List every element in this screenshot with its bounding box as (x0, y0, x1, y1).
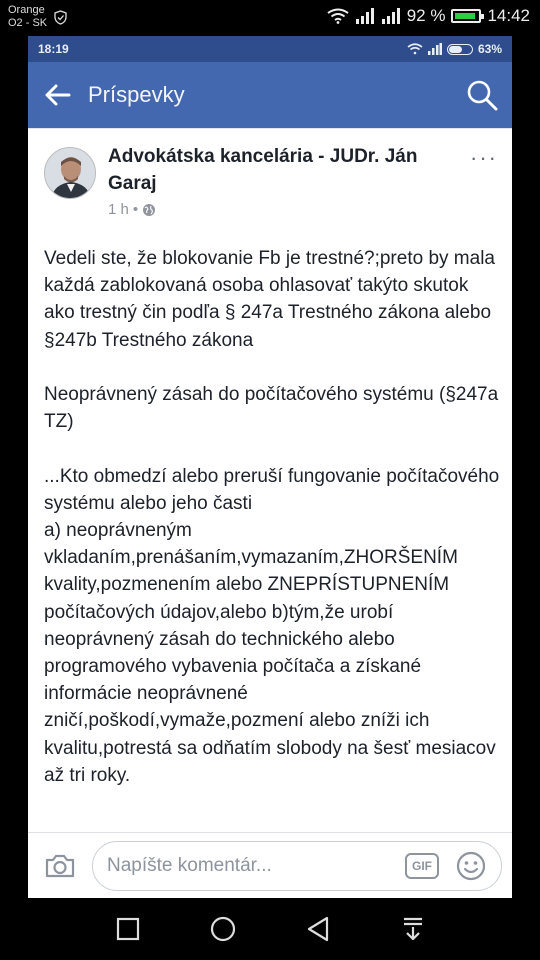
arrow-left-icon (45, 84, 71, 106)
post-author[interactable]: Advokátska kancelária - JUDr. Ján Garaj (108, 146, 418, 194)
wifi-icon (407, 43, 423, 55)
comment-box (92, 841, 502, 891)
inner-time: 18:19 (38, 42, 69, 56)
more-options-button[interactable]: ··· (470, 145, 498, 170)
person-photo-icon (45, 148, 96, 199)
post-text: Vedeli ste, že blokovanie Fb je trestné?;preto by mala každá zablokovaná osoba ohlasovať takýto skutok ako trestný čin podľa § 247a Trestného zákona alebo §247b Trestného zákona Neoprávnený zásah do počítačového systému (§247a TZ) ...Kto obmedzí alebo preruší fungovanie počítačového systému alebo jeho časti a) neoprávneným vkladaním,prenášaním,vymazaním,ZHORŠENÍM kvality,pozmenením alebo ZNEPRÍSTUPNENÍM počítačových údajov,alebo b)tým,že urobí neoprávnený zásah do technického alebo programového vybavenia počítača a získané informácie neoprávnené zničí,poškodí,vymaže,pozmení alebo zníži ich kvalitu,potrestá sa odňatím slobody na šesť mesiacov až tri roky. (44, 248, 500, 786)
facebook-screen (28, 36, 512, 898)
search-button[interactable] (452, 62, 512, 128)
carrier-line1: Orange (8, 4, 45, 16)
carrier-label (8, 4, 47, 30)
gif-button[interactable]: GIF (405, 853, 439, 879)
inner-status-bar (28, 36, 512, 62)
triangle-back-icon (306, 916, 330, 942)
signal-icon (355, 8, 375, 24)
square-icon (116, 917, 140, 941)
post-time[interactable]: 1 h (108, 201, 129, 218)
search-icon (466, 79, 498, 111)
back-button[interactable] (28, 62, 88, 128)
comment-input[interactable] (107, 855, 405, 877)
home-button[interactable] (203, 909, 243, 949)
inner-battery-percent: 63% (477, 42, 502, 56)
outer-status-bar (0, 0, 540, 36)
carrier-line2: O2 - SK (8, 17, 48, 29)
avatar[interactable] (44, 147, 96, 199)
shield-icon (54, 10, 67, 25)
post-card (28, 128, 512, 832)
page-title: Príspevky (88, 82, 185, 107)
outer-battery-percent: 92 % (406, 6, 446, 25)
recent-apps-button[interactable] (108, 909, 148, 949)
emoji-icon[interactable] (455, 850, 487, 882)
outer-status-right (327, 6, 530, 26)
back-nav-button[interactable] (298, 909, 338, 949)
inner-status-right (407, 42, 502, 56)
circle-icon (210, 916, 236, 942)
signal-icon-2 (381, 8, 401, 24)
battery-icon (451, 9, 481, 23)
comment-composer (28, 832, 512, 898)
system-nav-bar (0, 898, 540, 960)
notification-pull-button[interactable] (393, 909, 433, 949)
camera-button[interactable] (28, 833, 92, 899)
app-bar (28, 62, 512, 128)
post-meta (108, 201, 156, 218)
outer-time: 14:42 (487, 6, 530, 25)
camera-icon (44, 853, 76, 879)
meta-separator: • (132, 201, 139, 218)
globe-icon (142, 203, 156, 217)
battery-icon (447, 44, 473, 55)
wifi-icon (327, 8, 349, 24)
notification-pull-icon (401, 916, 425, 942)
signal-icon (428, 43, 442, 55)
